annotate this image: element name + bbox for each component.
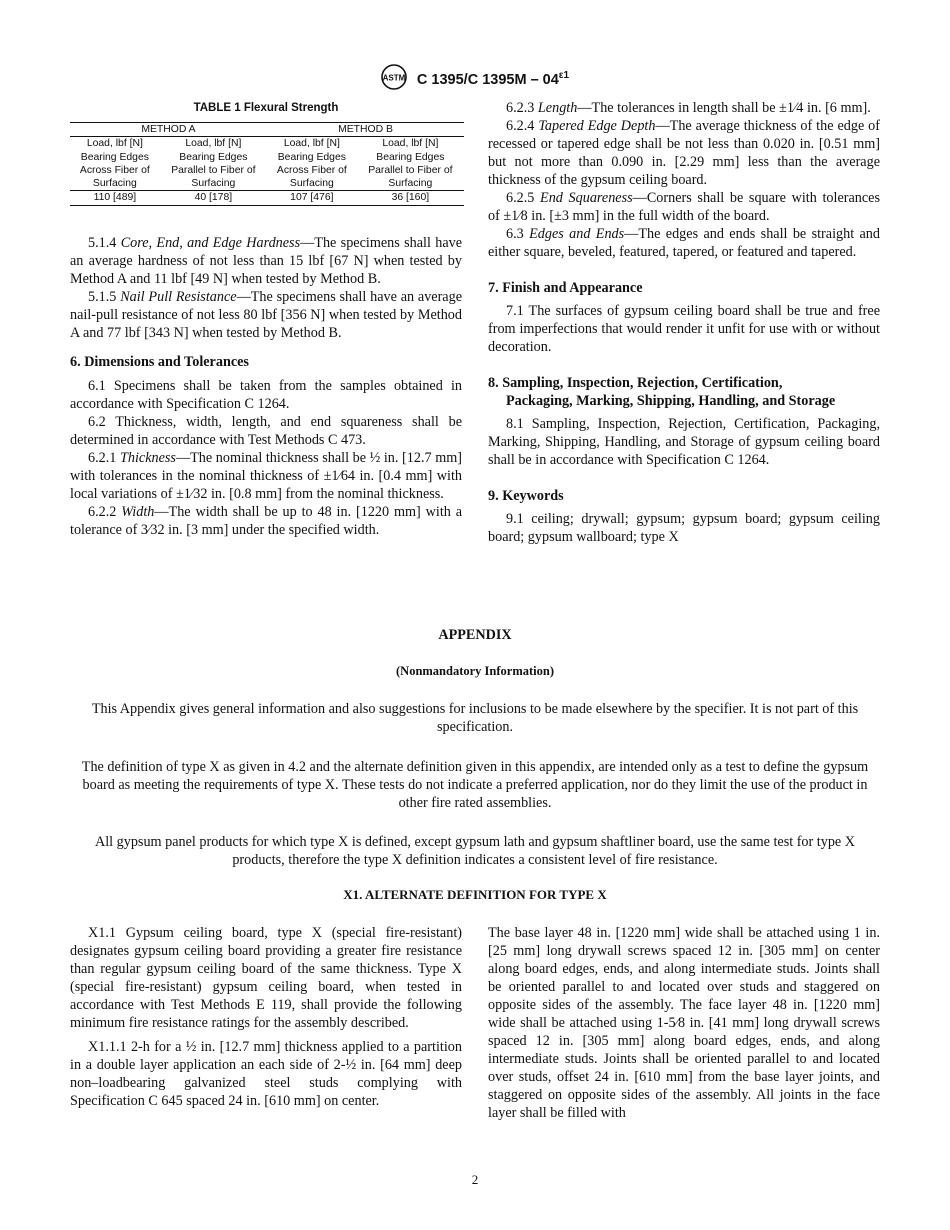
table-header-cell: Surfacing — [191, 178, 236, 190]
section-6-2: 6.2 Thickness, width, length, and end squareness shall be determined in accordance with Test Methods C 473. — [70, 413, 462, 448]
table-header-cell: Across Fiber of — [79, 164, 150, 176]
section-x1-1-1: X1.1.1 2-h for a ½ in. [12.7 mm] thickness applied to a partition in a double layer application an each side of 2-½ in. [64 mm] deep non–loadbearing galvanized steel studs complying with Specification C 645 spaced 24 in. [610 mm] on center. — [70, 1039, 462, 1109]
section-6-3: 6.3 Edges and Ends—The edges and ends shall be straight and either square, beveled, featured, tapered, or featured and tapered. — [488, 226, 880, 260]
appendix-para-1: This Appendix gives general information and also suggestions for inclusions to be made elsewhere by the specifier. It is not part of this specification. — [91, 701, 859, 735]
table-header-cell: Load, lbf [N] — [185, 138, 242, 150]
table-header-cell: Load, lbf [N] — [283, 138, 340, 150]
table-header-cell: Bearing Edges — [80, 151, 149, 163]
left-column — [70, 99, 462, 539]
section-9-1: 9.1 ceiling; drywall; gypsum; gypsum board; gypsum ceiling board; gypsum wallboard; type X — [488, 511, 880, 545]
section-6-2-3: 6.2.3 Length—The tolerances in length shall be ±1⁄4 in. [6 mm]. — [506, 100, 871, 116]
table-value-cell: 36 [160] — [391, 192, 430, 204]
table-header-cell: Load, lbf [N] — [382, 138, 439, 150]
table-header-cell: Bearing Edges — [376, 151, 445, 163]
document-header — [0, 64, 950, 94]
section-5-1-4: 5.1.4 Core, End, and Edge Hardness—The specimens shall have an average hardness of not less than 15 lbf [67 N] when tested by Method A and 11 lbf [49 N] when tested by Method B. — [70, 234, 463, 287]
section-6-2-1: 6.2.1 Thickness—The nominal thickness shall be ½ in. [12.7 mm] with tolerances in the nominal thickness of ±1⁄64 in. [0.4 mm] with local variations of ±1⁄32 in. [0.8 mm] from the nominal thickness. — [70, 449, 462, 502]
section-7-1: 7.1 The surfaces of gypsum ceiling board shall be true and free from imperfections that would render it unfit for use with or without decoration. — [488, 303, 880, 355]
page-number: 2 — [471, 1172, 479, 1187]
section-x1-1-1-cont: The base layer 48 in. [1220 mm] wide shall be attached using 1 in. [25 mm] long drywall screws spaced 12 in. [305 mm] on center along board edges, ends, and along intermediate studs. Joints shall be oriented parallel to and located over studs and staggered on opposite sides of the assembly. The face layer 48 in. [1220 mm] wide shall be attached using 1-5⁄8 in. [41 mm] long drywall screws spaced 12 in. [305 mm] along board edges, ends, and along intermediate studs. Joints shall be oriented parallel to and located over studs, offset 24 in. [610 mm] from the base layer joints, and staggered on opposite sides of the assembly. All joints in the face layer shall be filled with — [488, 925, 880, 1121]
appendix-para-3: All gypsum panel products for which type X is defined, except gypsum lath and gypsum shaftliner board, use the same test for type X products, therefore the type X definition indicates a consistent level of fire resistance. — [94, 834, 856, 868]
table-header-cell: Parallel to Fiber of — [171, 164, 256, 176]
appendix-title: APPENDIX — [438, 627, 512, 643]
table-header-cell: Across Fiber of — [276, 164, 347, 176]
appendix-subtitle: (Nonmandatory Information) — [396, 664, 554, 678]
appendix-para-2: The definition of type X as given in 4.2 and the alternate definition given in this appendix, are intended only as a test to define the gypsum board as meeting the requirements of type X. These tests do not indicate a preferred application, nor do they limit the use of the product in other fire rated assemblies. — [81, 759, 869, 811]
table-header-cell: Surfacing — [388, 178, 433, 190]
table-header-cell: Bearing Edges — [277, 151, 346, 163]
x1-heading: X1. ALTERNATE DEFINITION FOR TYPE X — [343, 887, 607, 902]
section-7-heading: 7. Finish and Appearance — [488, 280, 643, 296]
astm-logo-icon — [381, 64, 407, 94]
table-header-cell: Load, lbf [N] — [86, 138, 143, 150]
svg-text:ASTM: ASTM — [382, 73, 406, 83]
table-value-cell: 110 [489] — [93, 192, 137, 204]
section-6-2-5: 6.2.5 End Squareness—Corners shall be square with tolerances of ±1⁄8 in. [±3 mm] in the full width of the board. — [488, 190, 880, 224]
right-column — [488, 99, 880, 546]
section-5-1-5: 5.1.5 Nail Pull Resistance—The specimens shall have an average nail-pull resistance of not less 80 lbf [356 N] when tested by Method A and 77 lbf [343 N] when tested by Method B. — [70, 288, 462, 341]
x1-right-column — [488, 924, 880, 1122]
table-header-cell: Parallel to Fiber of — [368, 164, 453, 176]
table-header-cell: Bearing Edges — [179, 151, 248, 163]
section-x1-1: X1.1 Gypsum ceiling board, type X (special fire-resistant) designates gypsum ceiling board providing a greater fire resistance than regular gypsum ceiling board of the same thickness. Type X (special fire-resistant) gypsum ceiling board, when tested in accordance with Test Methods E 119, shall provide the following minimum fire resistance ratings for the assembly described. — [70, 925, 462, 1031]
table-header-cell: Surfacing — [92, 178, 137, 190]
designation: C 1395/C $1395M - 04^{\varepsilon 1}$ — [416, 70, 570, 88]
table-value-cell: 107 [476] — [290, 192, 334, 204]
table-value-cell: 40 [178] — [194, 192, 233, 204]
table-header-cell: Surfacing — [289, 178, 334, 190]
section-8-heading: 8. Sampling, Inspection, Rejection, Certification, — [488, 375, 783, 391]
x1-left-column — [70, 924, 462, 1110]
section-6-2-4: 6.2.4 Tapered Edge Depth—The average thickness of the edge of recessed or tapered edge shall be not less than 0.020 in. [0.51 mm] but not more than 0.090 in. [2.29 mm] less than the average thickness of the gypsum ceiling board. — [488, 118, 880, 188]
section-6-2-2: 6.2.2 Width—The width shall be up to 48 in. [1220 mm] with a tolerance of 3⁄32 in. [3 mm] under the specified width. — [70, 503, 463, 538]
section-6-1: 6.1 Specimens shall be taken from the samples obtained in accordance with Specification C 1264. — [70, 377, 462, 412]
section-8-1: 8.1 Sampling, Inspection, Rejection, Certification, Packaging, Marking, Shipping, Handling, and Storage of gypsum ceiling board shall be in accordance with Specification C 1264. — [488, 416, 880, 468]
table-method-a: METHOD A — [70, 123, 267, 137]
section-8-heading-cont: Packaging, Marking, Shipping, Handling, and Storage — [506, 393, 836, 409]
section-6-heading: 6. Dimensions and Tolerances — [70, 353, 249, 370]
table-title: TABLE 1 Flexural Strength — [193, 102, 339, 114]
table-method-b: METHOD B — [267, 123, 464, 137]
section-9-heading: 9. Keywords — [488, 488, 564, 504]
flexural-strength-table — [70, 122, 464, 206]
